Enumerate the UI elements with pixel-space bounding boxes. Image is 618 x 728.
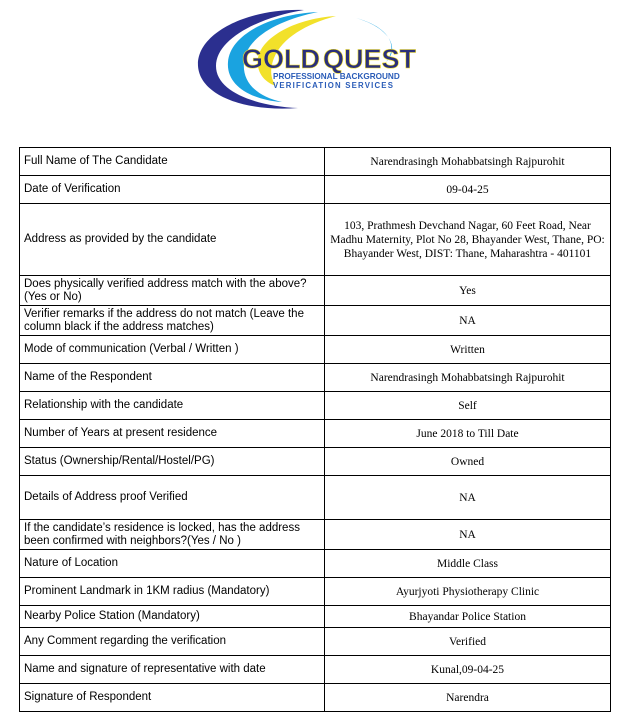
field-value: NA [325, 476, 611, 520]
field-value: 09-04-25 [325, 176, 611, 204]
field-label: Nearby Police Station (Mandatory) [20, 606, 325, 628]
field-value: Kunal,09-04-25 [325, 656, 611, 684]
field-value: Narendrasingh Mohabbatsingh Rajpurohit [325, 364, 611, 392]
field-label: Details of Address proof Verified [20, 476, 325, 520]
field-label: Date of Verification [20, 176, 325, 204]
table-row [20, 364, 611, 392]
brand-gold-text: GOLD [242, 44, 320, 74]
field-label: Number of Years at present residence [20, 420, 325, 448]
field-value: Middle Class [325, 550, 611, 578]
verification-table [19, 147, 611, 712]
field-label: Does physically verified address match with the above? (Yes or No) [20, 276, 325, 306]
tagline-line-2: VERIFICATION SERVICES [273, 81, 395, 90]
table-row [20, 448, 611, 476]
table-row [20, 628, 611, 656]
field-label: Address as provided by the candidate [20, 204, 325, 276]
field-label: Nature of Location [20, 550, 325, 578]
field-value: June 2018 to Till Date [325, 420, 611, 448]
field-label: Full Name of The Candidate [20, 148, 325, 176]
table-row [20, 606, 611, 628]
field-value: Written [325, 336, 611, 364]
field-label: Name of the Respondent [20, 364, 325, 392]
field-label: Relationship with the candidate [20, 392, 325, 420]
goldquest-logo [186, 4, 448, 114]
field-label: Name and signature of representative with date [20, 656, 325, 684]
field-label: Verifier remarks if the address do not match (Leave the column black if the address matches) [20, 306, 325, 336]
field-value: Narendrasingh Mohabbatsingh Rajpurohit [325, 148, 611, 176]
field-value: Ayurjyoti Physiotherapy Clinic [325, 578, 611, 606]
table-row [20, 392, 611, 420]
field-value: 103, Prathmesh Devchand Nagar, 60 Feet Road, Near Madhu Maternity, Plot No 28, Bhayander West, Thane, PO: Bhayander West, DIST: Thane, Maharashtra - 401101 [325, 204, 611, 276]
field-label: Prominent Landmark in 1KM radius (Mandatory) [20, 578, 325, 606]
field-value: Yes [325, 276, 611, 306]
field-value: Bhayandar Police Station [325, 606, 611, 628]
field-label: If the candidate’s residence is locked, has the address been confirmed with neighbors?(Yes / No ) [20, 520, 325, 550]
field-label: Any Comment regarding the verification [20, 628, 325, 656]
field-value: Verified [325, 628, 611, 656]
table-row [20, 336, 611, 364]
table-row [20, 520, 611, 550]
table-row [20, 176, 611, 204]
field-value: NA [325, 520, 611, 550]
brand-quest-text: QUEST [323, 44, 417, 74]
field-value: Narendra [325, 684, 611, 712]
table-row [20, 550, 611, 578]
field-value: Self [325, 392, 611, 420]
table-row [20, 476, 611, 520]
table-row [20, 420, 611, 448]
table-row [20, 578, 611, 606]
field-label: Signature of Respondent [20, 684, 325, 712]
table-row [20, 656, 611, 684]
field-label: Status (Ownership/Rental/Hostel/PG) [20, 448, 325, 476]
tagline-line-1: PROFESSIONAL BACKGROUND [273, 72, 400, 81]
table-row [20, 306, 611, 336]
table-row [20, 204, 611, 276]
table-row [20, 148, 611, 176]
table-row [20, 684, 611, 712]
field-label: Mode of communication (Verbal / Written ) [20, 336, 325, 364]
table-row [20, 276, 611, 306]
field-value: Owned [325, 448, 611, 476]
field-value: NA [325, 306, 611, 336]
